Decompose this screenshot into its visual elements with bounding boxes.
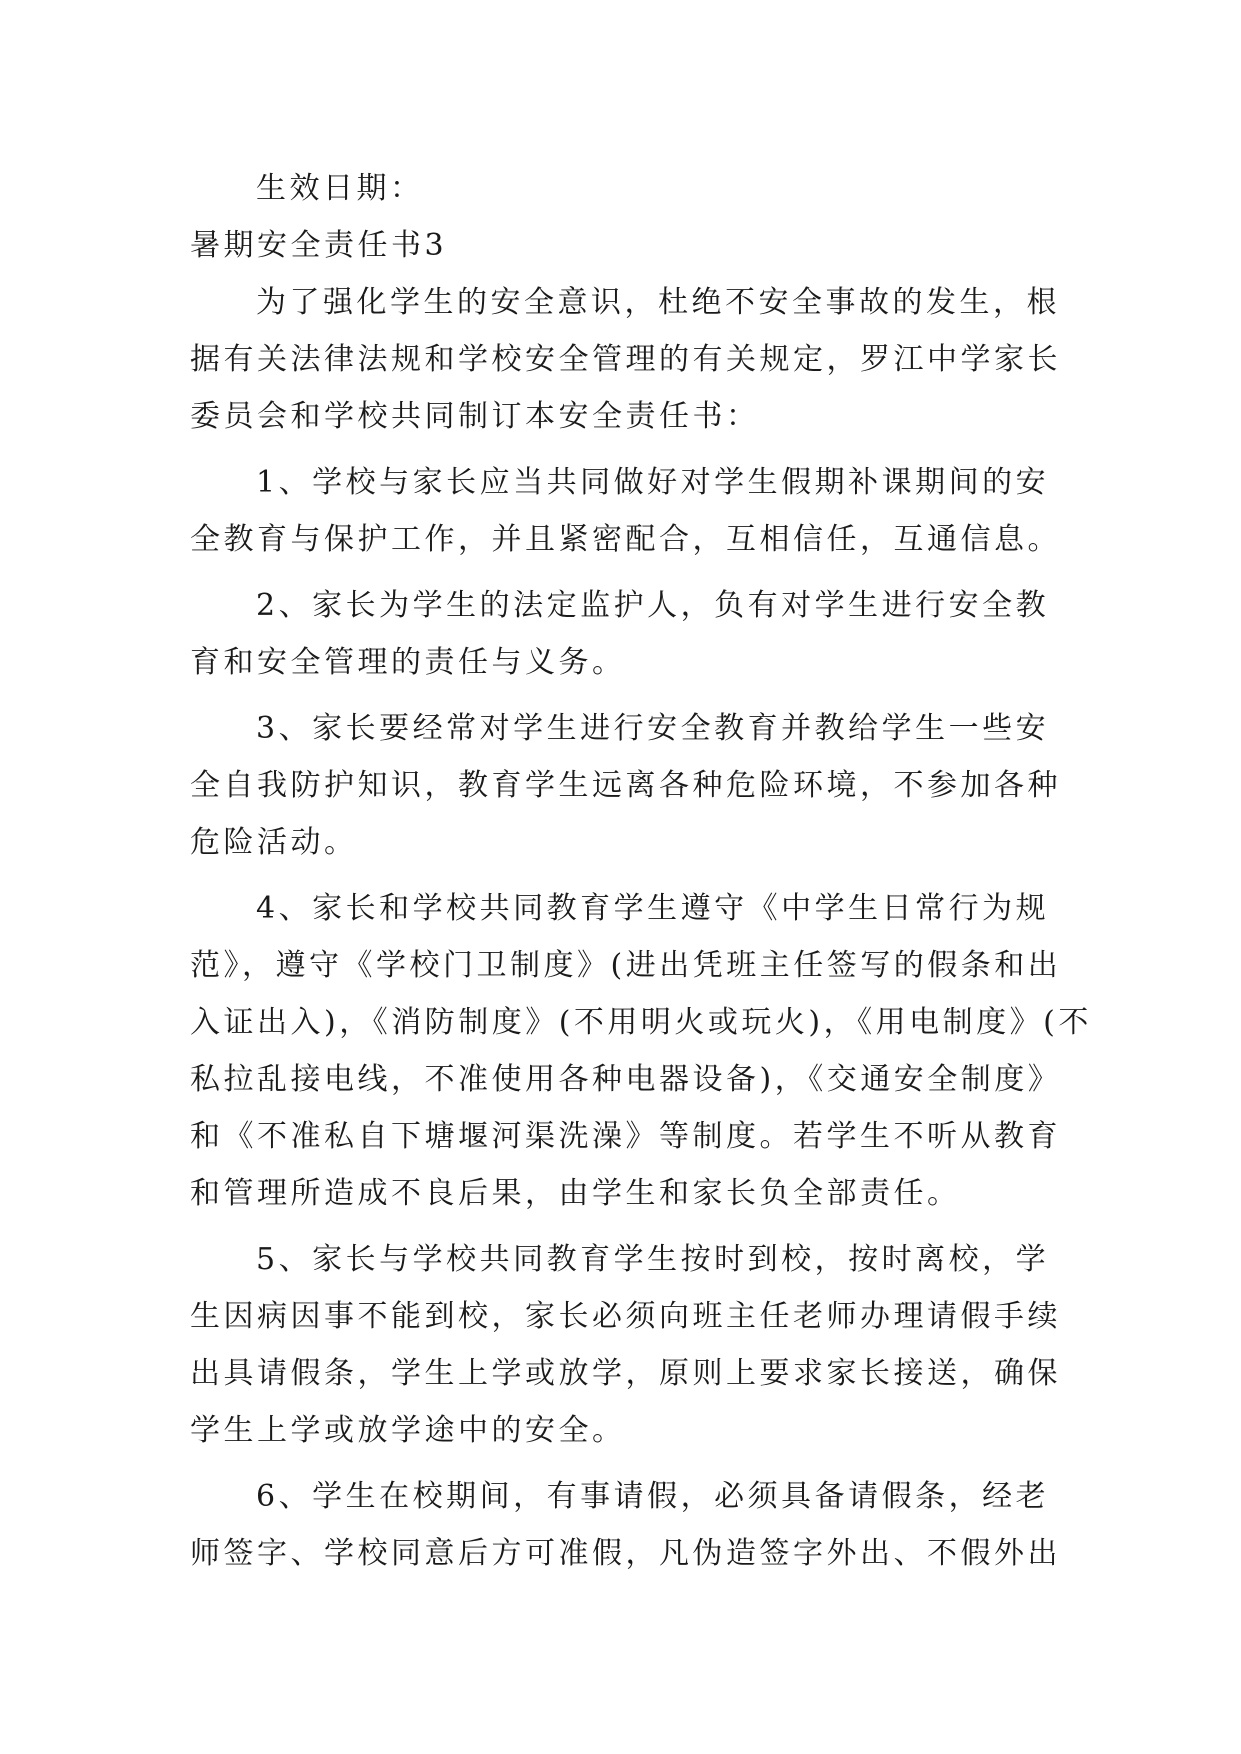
paragraph-line: 1、学校与家长应当共同做好对学生假期补课期间的安 <box>256 465 1050 500</box>
paragraph-item-5 <box>190 1231 1060 1459</box>
paragraph-item-2 <box>190 577 1060 691</box>
effective-date-label: 生效日期： <box>256 171 424 206</box>
paragraph-line: 2、家长为学生的法定监护人，负有对学生进行安全教 <box>256 588 1050 623</box>
paragraph-line: 委员会和学校共同制订本安全责任书： <box>190 399 760 434</box>
paragraph-line: 5、家长与学校共同教育学生按时到校，按时离校，学 <box>256 1242 1050 1277</box>
paragraph-line: 为了强化学生的安全意识，杜绝不安全事故的发生，根 <box>256 285 1060 320</box>
paragraph-item-4 <box>190 880 1092 1222</box>
paragraph-line: 危险活动。 <box>190 825 358 860</box>
paragraph-item-3 <box>190 700 1060 871</box>
paragraph-line: 育和安全管理的责任与义务。 <box>190 645 626 680</box>
paragraph-item-1 <box>190 454 1060 568</box>
paragraph-line: 和管理所造成不良后果，由学生和家长负全部责任。 <box>190 1176 961 1211</box>
paragraph-line: 生因病因事不能到校，家长必须向班主任老师办理请假手续 <box>190 1299 1061 1334</box>
document-body <box>190 160 1092 1582</box>
paragraph-line: 入证出入)，《消防制度》(不用明火或玩火)，《用电制度》(不 <box>190 1005 1092 1040</box>
paragraph-line: 4、家长和学校共同教育学生遵守《中学生日常行为规 <box>256 891 1050 926</box>
paragraph-line: 师签字、学校同意后方可准假，凡伪造签字外出、不假外出 <box>190 1536 1061 1571</box>
paragraph-line: 出具请假条，学生上学或放学，原则上要求家长接送，确保 <box>190 1356 1061 1391</box>
paragraph-intro <box>190 274 1060 445</box>
paragraph-line: 全自我防护知识，教育学生远离各种危险环境，不参加各种 <box>190 768 1061 803</box>
paragraph-line: 6、学生在校期间，有事请假，必须具备请假条，经老 <box>256 1479 1050 1514</box>
document-title: 暑期安全责任书3 <box>190 228 448 263</box>
paragraph-line: 全教育与保护工作，并且紧密配合，互相信任，互通信息。 <box>190 522 1061 557</box>
paragraph-line: 和《不准私自下塘堰河渠洗澡》等制度。若学生不听从教育 <box>190 1119 1061 1154</box>
paragraph-line: 范》，遵守《学校门卫制度》(进出凭班主任签写的假条和出 <box>190 948 1062 983</box>
paragraph-line: 3、家长要经常对学生进行安全教育并教给学生一些安 <box>256 711 1050 746</box>
paragraph-line: 据有关法律法规和学校安全管理的有关规定，罗江中学家长 <box>190 342 1061 377</box>
paragraph-line: 学生上学或放学途中的安全。 <box>190 1413 626 1448</box>
paragraph-line: 私拉乱接电线，不准使用各种电器设备)，《交通安全制度》 <box>190 1062 1062 1097</box>
paragraph-item-6 <box>190 1468 1060 1582</box>
